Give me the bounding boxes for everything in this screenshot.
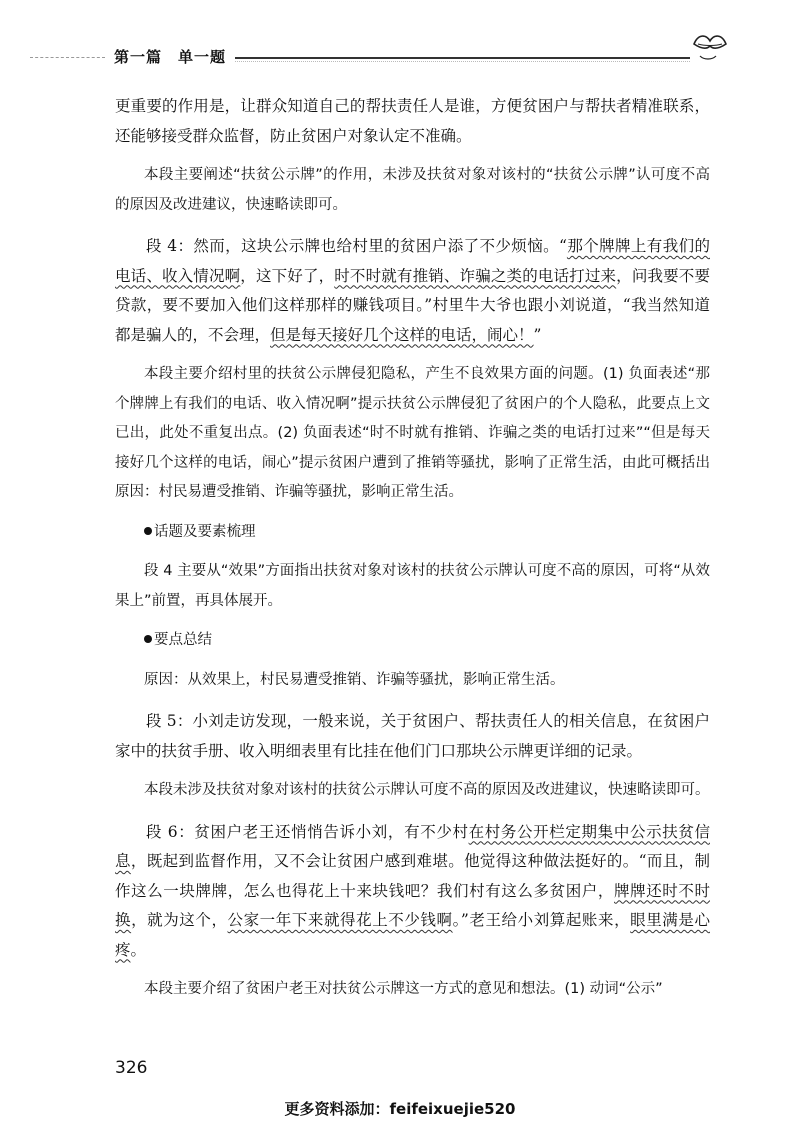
heading-topic-elements (115, 518, 710, 548)
heading-text: 要点总结 (154, 632, 212, 648)
analysis-paragraph-4: 本段未涉及扶贫对象对该村的扶贫公示牌认可度不高的原因及改进建议，快速略读即可。 (144, 782, 710, 798)
source-paragraph-6 (115, 818, 710, 966)
bullet-icon (144, 635, 152, 643)
header-dotted-rule (30, 57, 105, 58)
analysis-paragraph-3: 段 4 主要从“效果”方面指出扶贫对象对该村的扶贫公示牌认可度不高的原因，可将“从效果上”前置，再具体展开。 (115, 563, 710, 609)
analysis-paragraph-5: 本段主要介绍了贫困户老王对扶贫公示牌这一方式的意见和想法。(1) 动词“公示” (144, 981, 663, 997)
underlined-phrase: 眼里满是心疼 (115, 911, 710, 959)
text-run: ，既起到监督作用，又不会让贫困户感到难堪。他觉得这种做法挺好的。“而且，制作这么一块牌牌，怎么也得花上十来块钱吧？我们村有这么多贫困户， (115, 852, 710, 900)
section-title: 第一篇 单一题 (114, 48, 227, 66)
heading-text: 话题及要素梳理 (154, 523, 256, 540)
analysis-paragraph-2: 本段主要介绍村里的扶贫公示牌侵犯隐私，产生不良效果方面的问题。(1) 负面表述“那个牌牌上有我们的电话、收入情况啊”提示扶贫公示牌侵犯了贫困户的个人隐私，此要点上文已出，此处不重复出点。(2) 负面表述“时不时就有推销、诈骗之类的电话打过来”“但是每天接好几个这样的电话，闹心”提示贫困户遭到了推销等骚扰，影响了正常生活，由此可概括出原因：村民易遭受推销、诈骗等骚扰，影响正常生活。 (115, 366, 710, 500)
underlined-phrase: 时不时就有推销、诈骗之类的电话打过来 (334, 266, 617, 285)
underlined-phrase: 但是每天接好几个这样的电话，闹心！ (270, 325, 534, 344)
source-paragraph-4 (115, 232, 710, 350)
underlined-phrase: 公家一年下来就得花上不少钱啊 (227, 911, 453, 929)
text-run: ，这下好了， (240, 266, 335, 285)
text-run: 。”老王给小刘算起账来， (452, 911, 631, 929)
text-run: ，就为这个， (131, 911, 228, 929)
lips-ornament-icon (690, 32, 730, 68)
key-point-summary: 原因：从效果上，村民易遭受推销、诈骗等骚扰，影响正常生活。 (144, 671, 565, 688)
underlined-phrase: 那个牌牌上有我们的电话、收入情况啊 (115, 237, 710, 285)
bullet-icon (144, 527, 152, 535)
heading-key-points (115, 626, 710, 656)
header-rule (235, 57, 690, 59)
paragraph-continuation: 更重要的作用是，让群众知道自己的帮扶责任人是谁，方便贫困户与帮扶者精准联系，还能够接受群众监督，防止贫困户对象认定不准确。 (115, 97, 710, 145)
text-run: ，问我要不要贷款，要不要加入他们这样那样的赚钱项目。”村里牛大爷也跟小刘说道，“我当然知道都是骗人的，不会理， (115, 266, 710, 344)
source-paragraph-5: 段 5：小刘走访发现，一般来说，关于贫困户、帮扶责任人的相关信息，在贫困户家中的扶贫手册、收入明细表里有比挂在他们门口那块公示牌更详细的记录。 (115, 712, 710, 760)
page-body (115, 92, 710, 1015)
footer-watermark: 更多资料添加：feifeixuejie520 (284, 1100, 516, 1118)
text-run: 。 (130, 940, 147, 959)
text-run: ” (533, 325, 542, 344)
underlined-phrase: 在村务公开栏定期集中公示扶贫信息 (115, 822, 710, 870)
analysis-paragraph-1: 本段主要阐述“扶贫公示牌”的作用，未涉及扶贫对象对该村的“扶贫公示牌”认可度不高的原因及改进建议，快速略读即可。 (115, 167, 710, 213)
page-number: 326 (115, 1058, 148, 1078)
text-run: 段 6：贫困户老王还悄悄告诉小刘，有不少村 (146, 822, 469, 841)
text-run: 段 4：然而，这块公示牌也给村里的贫困户添了不少烦恼。“ (146, 237, 567, 255)
running-header (30, 40, 720, 70)
underlined-phrase: 牌牌还时不时换 (115, 881, 710, 929)
header-dotted-rule-right (235, 61, 690, 62)
